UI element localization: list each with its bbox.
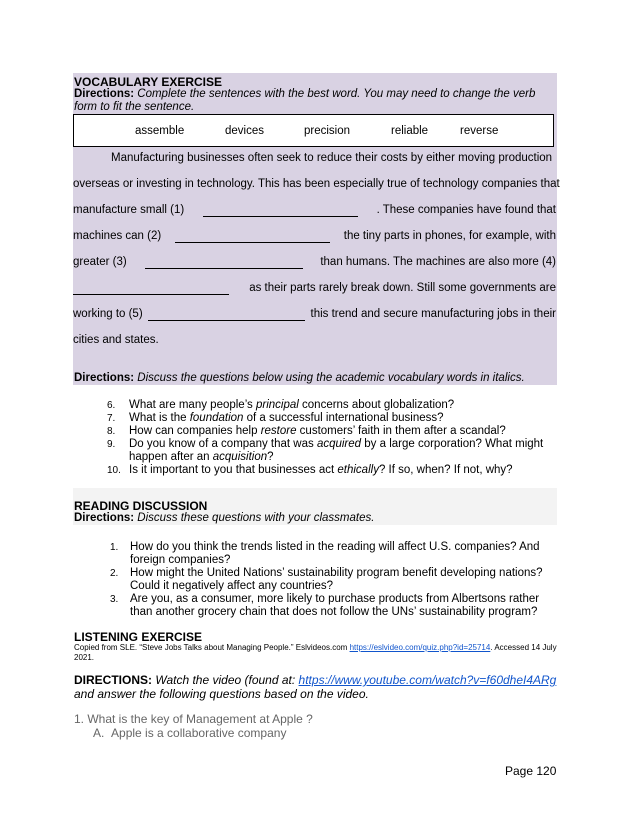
discussion-directions: Directions: Discuss the questions below using the academic vocabulary words in italics.	[74, 372, 525, 384]
word-bank-item: devices	[225, 125, 264, 137]
word-bank-item: reliable	[391, 125, 429, 137]
citation-link[interactable]: https://eslvideo.com/quiz.php?id=25714	[349, 643, 491, 652]
paragraph-line: working to (5) this trend and secure manufacturing jobs in their	[73, 308, 556, 320]
vocabulary-heading: VOCABULARY EXERCISE	[74, 75, 223, 89]
paragraph-line: machines can (2) the tiny parts in phones, for example, with	[73, 230, 556, 242]
page-number: Page 120	[505, 764, 557, 778]
paragraph-line: overseas or investing in technology. This has been especially true of technology companies that	[73, 178, 560, 190]
reading-heading: READING DISCUSSION	[74, 499, 208, 513]
directions-text: Complete the sentences with the best word. You may need to change the verb form to fit the sentence.	[74, 88, 536, 113]
question-1: 1. What is the key of Management at Apple ?	[74, 712, 313, 726]
word-bank-item: assemble	[135, 125, 185, 137]
directions-label: Directions:	[74, 88, 135, 100]
answer-blank-1[interactable]	[203, 204, 358, 217]
document-page: VOCABULARY EXERCISE Directions: Complete the sentences with the best word. You may need to change the verb form to fit the sentence. assemble devices precision reliable reverse Manufacturing businesses often seek to reduce their costs by either moving production overseas or investing in technology. This has been especially true of technology companies that manufacture small (1) . These companies have found that machines can (2) the tiny parts in phones, for example, with greater (3) than humans. The machines are also more (4) as their parts rarely break down. Still some governments are working to (5) this trend and secure manufacturing jobs in their cities and states. Directions: Discuss the questions below using the academic vocabulary words in italics. 6. What are many people’s principal concerns about globalization? 7. What is the foundation of a successful international business? 8. How can companies help restore customers’ faith in them after a scandal? 9. Do you know of a company that was acquired by a large corporation? What might happen after an acquisition? 10. Is it important to you that businesses act ethically? If so, when? If not, why? READING DISCUSSION Directions: Discuss these questions with your classmates. 1. How do you think the trends listed in the reading will affect U.S. companies? And foreign companies? 2. How might the United Nations’ sustainability program benefit developing nations? Could it negatively affect any countries? 3. Are you, as a consumer, more likely to purchase products from Albertsons rather than another grocery chain that does not follow the UNs’ sustainability program? LISTENING EXERCISE Copied from SLE. “Steve Jobs Talks about Managing People.” Eslvideos.com https://eslvideo.com/quiz.php?id=25714. Accessed 14 July 2021. DIRECTIONS: Watch the video (found at: https://www.youtube.com/watch?v=f60dheI4ARg and answer the following questions based on the video. 1. What is the key of Management at Apple ? A. Apple is a collaborative company Page 120	[73, 75, 560, 778]
paragraph-line: greater (3) than humans. The machines are also more (4)	[73, 256, 556, 268]
word-bank-item: reverse	[460, 125, 499, 137]
citation: Copied from SLE. “Steve Jobs Talks about Managing People.” Eslvideos.com https://eslvideo.com/quiz.php?id=25714. Accessed 14 July 2021.	[74, 643, 557, 662]
paragraph-line: as their parts rarely break down. Still some governments are	[73, 282, 556, 295]
paragraph-line: Manufacturing businesses often seek to reduce their costs by either moving production	[111, 152, 553, 164]
answer-blank-3[interactable]	[145, 256, 303, 269]
answer-blank-4[interactable]	[73, 282, 229, 295]
word-bank-box	[73, 114, 554, 147]
reading-directions: Directions: Discuss these questions with your classmates.	[74, 512, 375, 524]
answer-option-a[interactable]: A. Apple is a collaborative company	[93, 726, 287, 740]
video-link[interactable]: https://www.youtube.com/watch?v=f60dheI4ARg	[298, 673, 557, 687]
answer-blank-5[interactable]	[148, 308, 305, 321]
listening-directions: DIRECTIONS: Watch the video (found at: https://www.youtube.com/watch?v=f60dheI4ARg and answer the following questions based on the video.	[74, 673, 557, 701]
paragraph-line: manufacture small (1) . These companies have found that	[73, 204, 556, 216]
answer-blank-2[interactable]	[175, 230, 330, 243]
listening-heading: LISTENING EXERCISE	[74, 630, 203, 644]
word-bank-item: precision	[304, 125, 351, 137]
vocabulary-directions	[74, 88, 558, 114]
paragraph-line: cities and states.	[73, 334, 159, 346]
